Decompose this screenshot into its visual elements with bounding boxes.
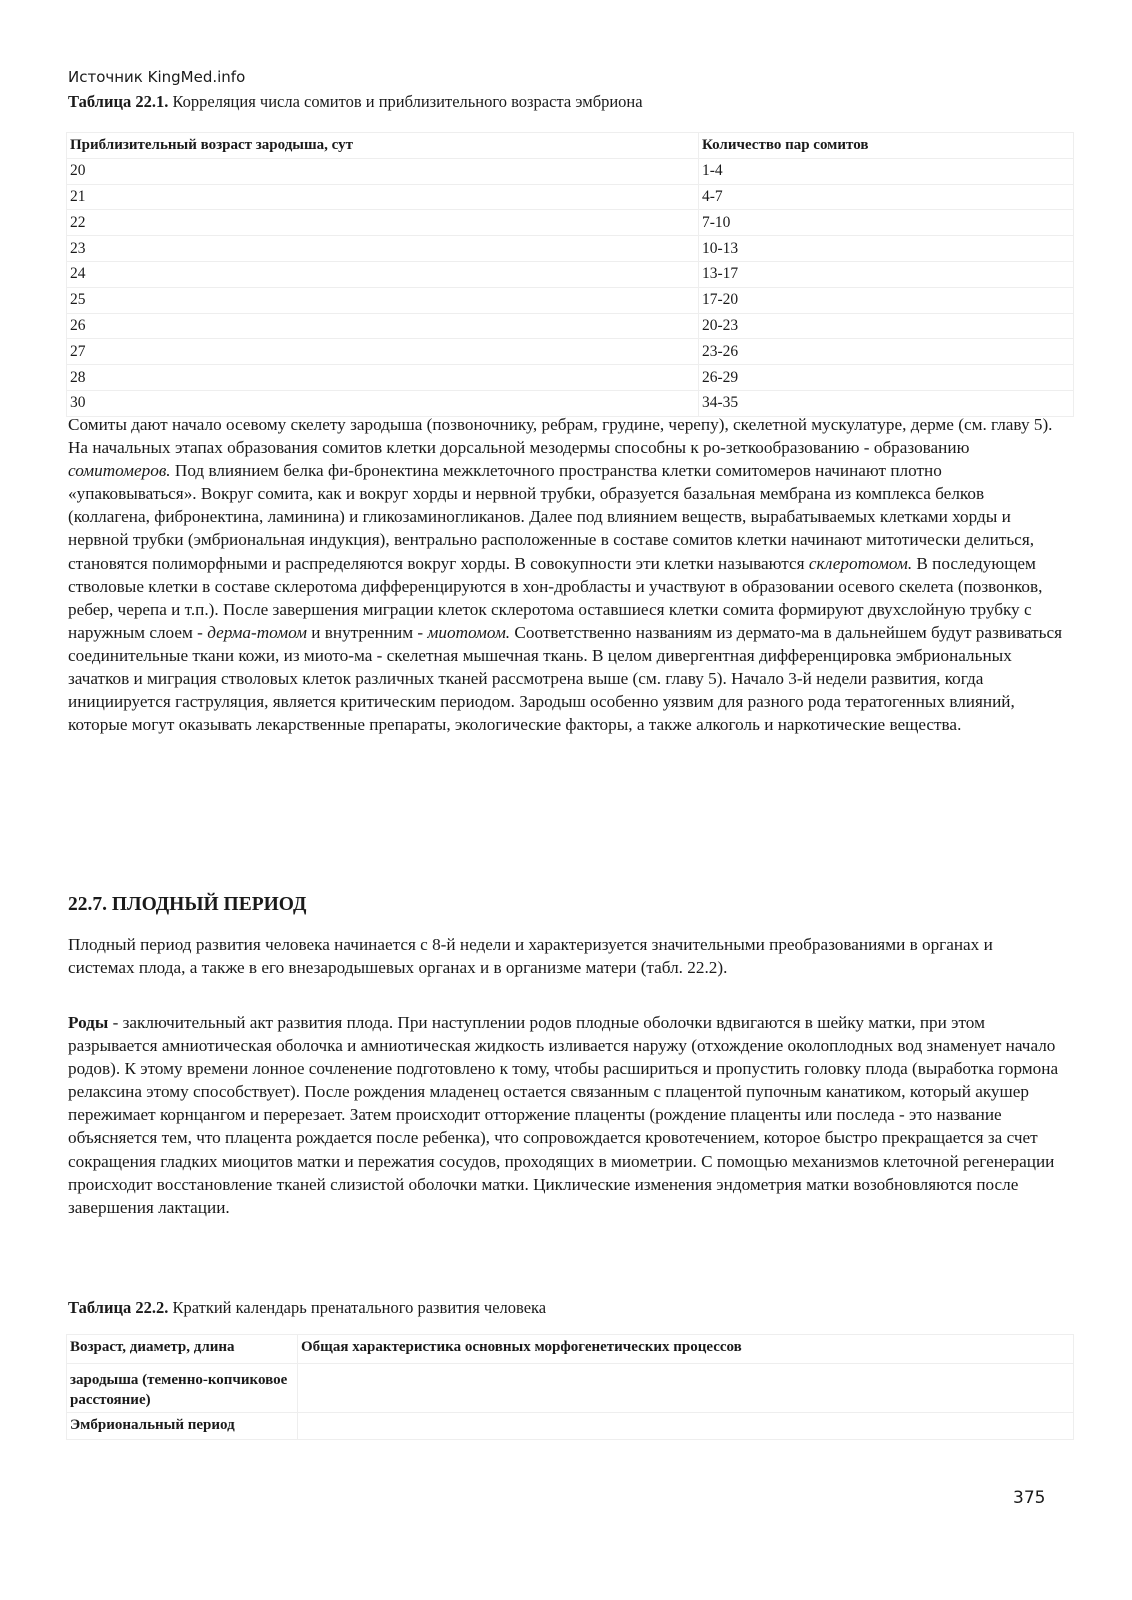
table-cell: 10-13 [699, 236, 1074, 262]
table-row [67, 1413, 1074, 1440]
table-row [67, 158, 1074, 184]
table2-caption-label: Таблица 22.2. [68, 1298, 169, 1317]
table-cell: 28 [67, 365, 699, 391]
prenatal-calendar-table [66, 1334, 1074, 1440]
page-number: 375 [1013, 1488, 1046, 1508]
table-cell [298, 1413, 1074, 1440]
text-run: Под влиянием белка фи-бронектина межклеточного пространства клетки сомитомеров начинают плотно «упаковываться». Вокруг сомита, как и вокруг хорды и нервной трубки, образуется базальная мембрана из комплекса белков (коллагена, фибронектина, ламинина) и гликозаминогликанов. Далее под влиянием веществ, вырабатываемых клетками хорды и нервной трубки (эмбриональная индукция), вентрально расположенные в составе сомитов клетки начинают митотически делиться, становятся полиморфными и распределяются вокруг хорды. В совокупности эти клетки называются [68, 461, 1035, 573]
somites-paragraph [68, 413, 1063, 736]
table-cell: 7-10 [699, 210, 1074, 236]
text-run: Сомиты дают начало осевому скелету зародыша (позвоночнику, ребрам, грудине, черепу), скелетной мускулатуре, дерме (см. главу 5). На начальных этапах образования сомитов клетки дорсальной мезодермы способны к ро-зеткообразованию - образованию [68, 415, 1053, 458]
birth-paragraph [68, 1011, 1063, 1219]
italic-term: сомитомеров. [68, 461, 171, 481]
table-cell: 26-29 [699, 365, 1074, 391]
table-cell: 20-23 [699, 313, 1074, 339]
table-cell: 26 [67, 313, 699, 339]
table-cell [298, 1364, 1074, 1413]
table1-caption-label: Таблица 22.1. [68, 92, 169, 111]
table-row [67, 339, 1074, 365]
table1-caption-text: Корреляция числа сомитов и приблизительного возраста эмбриона [168, 92, 643, 111]
table-row [67, 184, 1074, 210]
table-header-cell: Количество пар сомитов [699, 133, 1074, 159]
table-header-row [67, 133, 1074, 159]
table-cell: 17-20 [699, 287, 1074, 313]
table-cell: Эмбриональный период [67, 1413, 298, 1440]
table-cell: 30 [67, 390, 699, 416]
table-header-cell: зародыша (теменно-копчиковое расстояние) [67, 1364, 298, 1413]
table-row [67, 365, 1074, 391]
table-row [67, 236, 1074, 262]
table-cell: 4-7 [699, 184, 1074, 210]
table-cell: 22 [67, 210, 699, 236]
italic-term: миотомом. [427, 622, 511, 642]
italic-term: дерма-томом [207, 622, 307, 642]
table-cell: 23 [67, 236, 699, 262]
table-cell: 21 [67, 184, 699, 210]
table-cell: 23-26 [699, 339, 1074, 365]
table2-caption [68, 1298, 546, 1318]
table-header-cell: Приблизительный возраст зародыша, сут [67, 133, 699, 159]
table-header-cell: Общая характеристика основных морфогенетических процессов [298, 1335, 1074, 1364]
table-row [67, 313, 1074, 339]
table-cell: 13-17 [699, 261, 1074, 287]
table-row [67, 287, 1074, 313]
table2-caption-text: Краткий календарь пренатального развития человека [168, 1298, 547, 1317]
fetal-period-paragraph: Плодный период развития человека начинается с 8-й недели и характеризуется значительными преобразованиями в органах и системах плода, а также в его внезародышевых органах и в организме матери (табл. 22.2). [68, 935, 993, 978]
table-row [67, 210, 1074, 236]
table-cell: 1-4 [699, 158, 1074, 184]
table-row [67, 261, 1074, 287]
somite-age-table [66, 132, 1074, 417]
table1-caption [68, 92, 643, 112]
table-cell: 25 [67, 287, 699, 313]
bold-term: Роды [68, 1013, 109, 1032]
text-run: В последующем стволовые клетки в составе склеротома дифференцируются в хон-дробласты и участвуют в образовании осевого скелета (позвонков, ребер, черепа и т.п.). После завершения миграции клеток склеротома оставшиеся клетки сомита формируют двухслойную трубку с наружным слоем - [68, 553, 1043, 642]
italic-term: склеротомом. [808, 553, 913, 573]
source-line: Источник KingMed.info [68, 68, 246, 86]
table-cell: 24 [67, 261, 699, 287]
table-header-cell: Возраст, диаметр, длина [67, 1335, 298, 1364]
text-run: Соответственно названиям из дермато-ма в дальнейшем будут развиваться соединительные ткани кожи, из миото-ма - скелетная мышечная ткань. В целом дивергентная дифференцировка эмбриональных зачатков и миграция стволовых клеток различных тканей рассмотрена выше (см. главу 5). Начало 3-й недели развития, когда инициируется гаструляция, является критическим периодом. Зародыш особенно уязвим для разного рода тератогенных влияний, которые могут оказывать лекарственные препараты, экологические факторы, а также алкоголь и наркотические вещества. [68, 622, 1063, 735]
section-heading: 22.7. ПЛОДНЫЙ ПЕРИОД [68, 894, 307, 915]
text-run: и внутренним - [306, 622, 428, 642]
table-header-row [67, 1335, 1074, 1364]
table-cell: 27 [67, 339, 699, 365]
table-header-row [67, 1364, 1074, 1413]
text-run: - заключительный акт развития плода. При наступлении родов плодные оболочки вдвигаются в шейку матки, при этом разрывается амниотическая оболочка и амниотическая жидкость изливается наружу (отхождение околоплодных вод знаменует начало родов). К этому времени лонное сочленение подготовлено к тому, чтобы расшириться и пропустить головку плода (выработка гормона релаксина этому способствует). После рождения младенец остается связанным с плацентой пупочным канатиком, который акушер пережимает корнцангом и перерезает. Затем происходит отторжение плаценты (рождение плаценты или последа - это название объясняется тем, что плацента рождается после ребенка), что сопровождается кровотечением, которое быстро прекращается за счет сокращения гладких миоцитов матки и пережатия сосудов, проходящих в миометрии. С помощью механизмов клеточной регенерации происходит восстановление тканей слизистой оболочки матки. Циклические изменения эндометрия матки возобновляются после завершения лактации. [68, 1013, 1059, 1217]
table-cell: 34-35 [699, 390, 1074, 416]
table-cell: 20 [67, 158, 699, 184]
